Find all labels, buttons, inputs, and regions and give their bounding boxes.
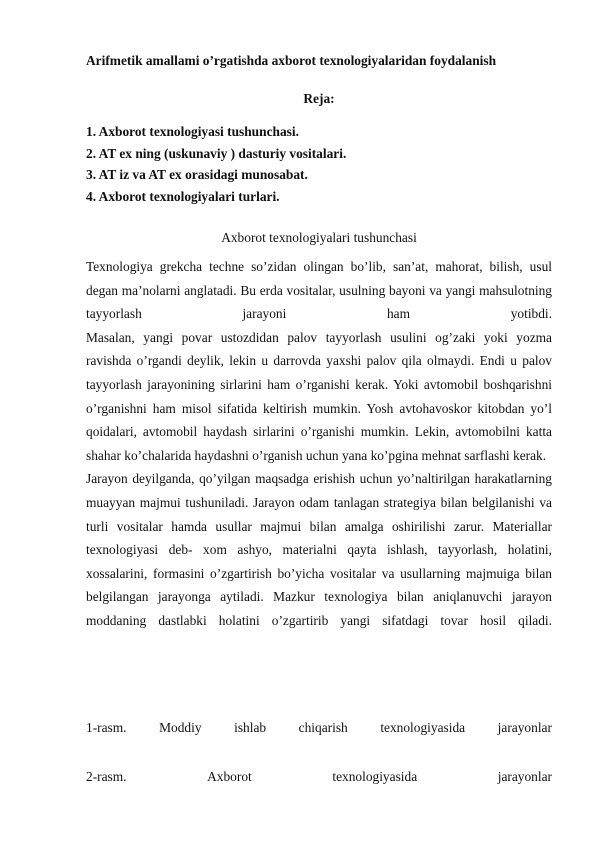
plan-item: 4. Axborot texnologiyalari turlari.: [86, 188, 280, 204]
plan-item: 3. AT iz va AT ex orasidagi munosabat.: [86, 167, 308, 182]
section-heading: Axborot texnologiyalari tushunchasi: [221, 230, 417, 245]
plan-item: 1. Axborot texnologiyasi tushunchasi.: [86, 124, 299, 139]
figure-caption: 2-rasm. Axborot texnologiyasida jarayonlar: [86, 769, 552, 784]
figure-caption: 1-rasm. Moddiy ishlab chiqarish texnologiyasida jarayonlar: [86, 720, 552, 735]
paragraph: Masalan, yangi povar ustozdidan palov tayyorlash usulini og’zaki yoki yozma ravishda o’rgandi deylik, lekin u darrovda yaxshi palov qila olmaydi. Endi u palov tayyorlash jarayonining sirlarini ham o’rganishi kerak. Yoki avtomobil boshqarishni o’rganishni ham misol sifatida keltirish mumkin. Yosh avtohavoskor kitobdan yo’l qoidalari, avtomobil haydash sirlarini o’rganishi mumkin. Lekin, avtomobilni katta shahar ko’chalarida haydashni o’rganish uchun yana ko’pgina mehnat sarflashi kerak.: [86, 329, 552, 463]
paragraph: Texnologiya grekcha techne so’zidan olingan bo’lib, san’at, mahorat, bilish, usul degan ma’nolarni anglatadi. Bu erda vositalar, usulning bayoni va yangi mahsulotning tayyorlash jarayoni ham yotibdi.: [86, 259, 552, 322]
plan-list: [86, 121, 552, 207]
paragraph: Jarayon deyilganda, qo’yilgan maqsadga erishish uchun yo’naltirilgan harakatlarning muayyan majmui tushuniladi. Jarayon odam tanlagan strategiya bilan belgilanishi va turli vositalar hamda usullar majmui bilan amalga oshirilishi zarur. Materiallar texnologiyasi deb- xom ashyo, materialni qayta ishlash, tayyorlash, holatini, xossalarini, formasini o’zgartirish bo’yicha vositalar va usullarning majmuiga bilan belgilangan jarayonga aytiladi. Mazkur texnologiya bilan aniqlanuvchi jarayon moddaning dastlabki holatini o’zgartirib yangi sifatdagi tovar hosil qiladi.: [86, 471, 552, 628]
plan-heading: Reja:: [303, 91, 335, 106]
body-text: [86, 255, 552, 633]
plan-item: 2. AT ex ning (uskunaviy ) dasturiy vositalari.: [86, 145, 347, 161]
document-title: Arifmetik amallami o’rgatishda axborot texnologiyalaridan foydalanish: [86, 53, 497, 68]
